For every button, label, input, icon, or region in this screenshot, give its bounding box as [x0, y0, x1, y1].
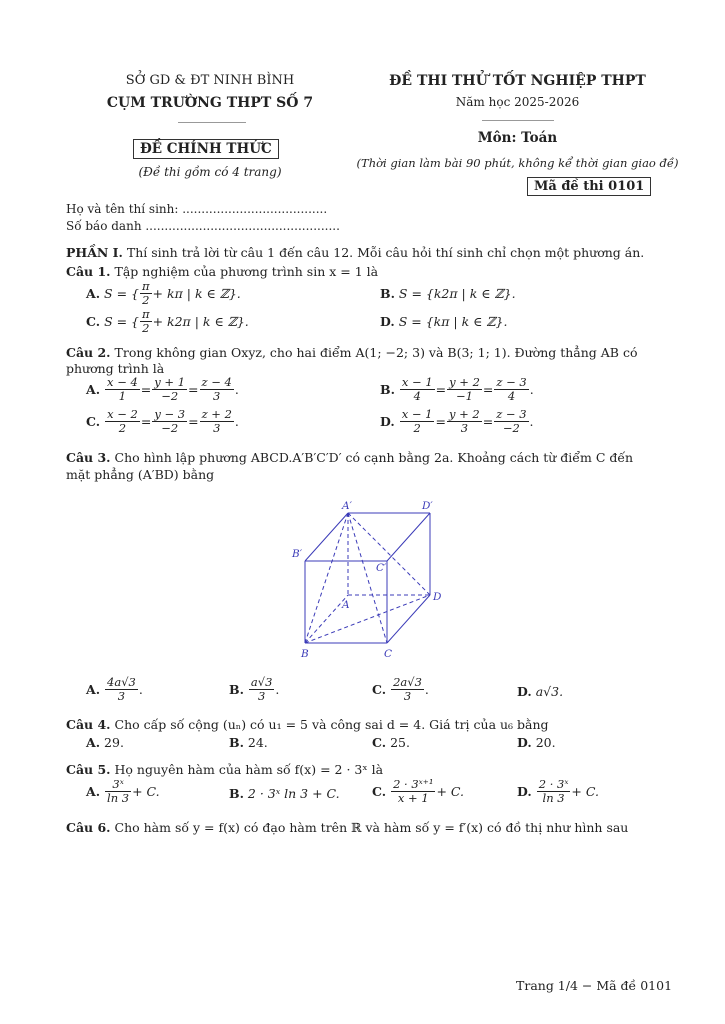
q1-option-b[interactable]: [380, 286, 516, 301]
q3-b-label: B.: [229, 682, 244, 697]
q2-b-label: B.: [380, 382, 395, 397]
q2-c-frac-y: $\frac{y - 3}{-2}$: [154, 407, 186, 435]
q5-option-b[interactable]: [229, 786, 340, 801]
q3-d-text: a√3.: [535, 684, 564, 699]
label-Ap: A′: [342, 500, 352, 512]
pages-note: (Đề thi gồm có 4 trang): [138, 165, 282, 179]
part1-title: PHẦN I.: [66, 245, 123, 260]
q3-option-d[interactable]: [517, 684, 563, 699]
q3-d-label: D.: [517, 684, 532, 699]
q5-c-label: C.: [372, 784, 387, 799]
label-Cp: C′: [376, 562, 387, 574]
q1-text: Tập nghiệm của phương trình sin x = 1 là: [110, 264, 379, 279]
student-id-label: Số báo danh: [66, 219, 146, 233]
q1-a-post: + kπ | k ∈ ℤ}.: [152, 286, 241, 301]
q1-c-frac: $\frac{\pi}{2}$: [142, 307, 150, 335]
q4-label: Câu 4.: [66, 717, 111, 732]
q5-d-post: + C.: [571, 784, 599, 799]
segment-BD: [305, 595, 430, 643]
edge-CpDp: [387, 513, 430, 561]
q5-a-label: A.: [86, 784, 101, 799]
label-Bp: B′: [292, 548, 303, 560]
q4-option-c[interactable]: [372, 735, 410, 750]
q2-c-label: C.: [86, 414, 101, 429]
q3-c-frac: $\frac{2a√3}{3}$: [393, 675, 422, 703]
q3-text-2: mặt phẳng (A′BD) bằng: [66, 467, 215, 482]
exam-code: Mã đề thi 0101: [527, 177, 651, 196]
q4-c-text: 25.: [390, 735, 410, 750]
label-A: A: [342, 599, 350, 611]
q5-d-frac: $\frac{\text{2 · 3ˣ}}{\ln 3}$: [538, 777, 569, 805]
q1-a-label: A.: [86, 286, 101, 301]
question-2: [66, 345, 637, 360]
q2-option-a[interactable]: A. $\frac{x - 4}{1}$ = $\frac{y + 1}{-2}$ = $\frac{z - 4}{3}$ .: [86, 375, 239, 403]
q4-a-label: A.: [86, 735, 101, 750]
question-4: [66, 717, 549, 732]
q3-a-label: A.: [86, 682, 101, 697]
q1-d-text: S = {kπ | k ∈ ℤ}.: [398, 314, 508, 329]
q6-label: Câu 6.: [66, 820, 111, 835]
q2-d-frac-z: $\frac{z - 3}{-2}$: [496, 407, 527, 435]
q2-text-2: phương trình là: [66, 361, 165, 376]
q3-option-b[interactable]: B. $\frac{a√3}{3}$ .: [229, 675, 280, 703]
question-5: [66, 762, 383, 777]
q5-option-c[interactable]: [372, 778, 464, 805]
q5-a-frac: $\frac{\text{3ˣ}}{\ln 3}$: [107, 777, 130, 805]
label-C: C: [384, 648, 393, 660]
q1-option-a[interactable]: [86, 280, 241, 307]
segment-BAp: [305, 513, 348, 643]
q3-label: Câu 3.: [66, 450, 111, 465]
page-footer: Trang 1/4 − Mã đề 0101: [516, 978, 673, 993]
q2-b-frac-y: $\frac{y + 2}{-1}$: [449, 375, 480, 403]
official-badge: ĐỀ CHÍNH THỨC: [133, 139, 279, 159]
q2-b-frac-x: $\frac{x - 1}{4}$: [401, 375, 433, 403]
segment-ApC: [348, 513, 387, 643]
q2-a-frac-z: $\frac{z - 4}{3}$: [201, 375, 232, 403]
student-id-dots: ...................................................: [145, 219, 340, 233]
school-year: Năm học 2025-2026: [455, 95, 580, 109]
q5-text: Họ nguyên hàm của hàm số f(x) = 2 · 3ˣ là: [110, 762, 384, 777]
q1-c-post: + k2π | k ∈ ℤ}.: [152, 314, 249, 329]
q5-a-post: + C.: [132, 784, 160, 799]
q2-option-d[interactable]: D. $\frac{x - 1}{2}$ = $\frac{y + 2}{3}$ = $\frac{z - 3}{-2}$ .: [380, 407, 534, 435]
q4-option-a[interactable]: [86, 735, 124, 750]
subject: Môn: Toán: [477, 130, 558, 146]
q4-c-label: C.: [372, 735, 387, 750]
q1-label: Câu 1.: [66, 264, 111, 279]
q2-a-frac-x: $\frac{x - 4}{1}$: [107, 375, 138, 403]
q5-c-frac: $\frac{\text{2 · 3ˣ⁺¹}}{x + 1}$: [393, 777, 434, 805]
q2-option-c[interactable]: C. $\frac{x - 2}{2}$ = $\frac{y - 3}{-2}$ = $\frac{z + 2}{3}$ .: [86, 407, 239, 435]
q1-c-pre: S = {: [104, 314, 140, 329]
q3-c-label: C.: [372, 682, 387, 697]
student-name-line: [66, 202, 327, 216]
school-dept: SỞ GD & ĐT NINH BÌNH: [125, 73, 295, 88]
q5-option-a[interactable]: [86, 778, 160, 805]
q5-d-label: D.: [517, 784, 532, 799]
q5-option-d[interactable]: [517, 778, 599, 805]
q1-d-label: D.: [380, 314, 395, 329]
student-id-line: [66, 219, 340, 233]
part1-instructions: [66, 245, 644, 260]
edge-BpAp: [305, 513, 348, 561]
q2-c-frac-z: $\frac{z + 2}{3}$: [201, 407, 232, 435]
q6-text: Cho hàm số y = f(x) có đạo hàm trên ℝ và hàm số y = f′(x) có đồ thị như hình sau: [110, 820, 629, 835]
q5-c-post: + C.: [436, 784, 464, 799]
q2-a-label: A.: [86, 382, 101, 397]
part1-text: Thí sinh trả lời từ câu 1 đến câu 12. Mỗi câu hỏi thí sinh chỉ chọn một phương án.: [122, 245, 645, 260]
q1-a-pre: S = {: [104, 286, 139, 301]
q4-b-text: 24.: [247, 735, 268, 750]
q1-a-frac: $\frac{\pi}{2}$: [141, 279, 150, 307]
q4-a-text: 29.: [104, 735, 124, 750]
q1-b-label: B.: [380, 286, 395, 301]
q2-b-frac-z: $\frac{z - 3}{4}$: [496, 375, 527, 403]
label-B: B: [301, 648, 309, 660]
q3-a-frac: $\frac{4a√3}{3}$: [107, 675, 136, 703]
edge-CD: [387, 595, 430, 643]
question-6: [66, 820, 628, 835]
q2-text: Trong không gian Oxyz, cho hai điểm A(1; −2; 3) và B(3; 1; 1). Đường thẳng AB có: [110, 345, 638, 360]
q2-d-label: D.: [380, 414, 395, 429]
q1-option-d[interactable]: [380, 314, 507, 329]
label-D: D: [433, 591, 442, 603]
q1-option-c[interactable]: [86, 308, 249, 335]
q4-b-label: B.: [229, 735, 244, 750]
q2-d-frac-x: $\frac{x - 1}{2}$: [401, 407, 433, 435]
time-note: (Thời gian làm bài 90 phút, không kể thời gian giao đề): [356, 156, 679, 170]
q1-b-text: S = {k2π | k ∈ ℤ}.: [398, 286, 516, 301]
q2-a-frac-y: $\frac{y + 1}{-2}$: [154, 375, 186, 403]
q5-b-text: 2 · 3ˣ ln 3 + C.: [247, 786, 340, 801]
q2-label: Câu 2.: [66, 345, 111, 360]
header-divider-left: [178, 122, 246, 123]
q4-option-b[interactable]: [229, 735, 268, 750]
question-3: [66, 450, 633, 465]
q3-text: Cho hình lập phương ABCD.A′B′C′D′ có cạnh bằng 2a. Khoảng cách từ điểm C đến: [110, 450, 634, 465]
q4-d-label: D.: [517, 735, 532, 750]
q2-d-frac-y: $\frac{y + 2}{3}$: [448, 407, 480, 435]
q5-b-label: B.: [229, 786, 244, 801]
label-Dp: D′: [422, 500, 433, 512]
q2-c-frac-x: $\frac{x - 2}{2}$: [107, 407, 138, 435]
cube-figure: [290, 495, 450, 665]
q4-option-d[interactable]: [517, 735, 556, 750]
school-cluster: CỤM TRƯỜNG THPT SỐ 7: [106, 95, 314, 111]
q3-option-c[interactable]: C. $\frac{2a√3}{3}$ .: [372, 675, 429, 703]
q2-option-b[interactable]: B. $\frac{x - 1}{4}$ = $\frac{y + 2}{-1}$ = $\frac{z - 3}{4}$ .: [380, 375, 534, 403]
q4-text: Cho cấp số cộng (uₙ) có u₁ = 5 và công sai d = 4. Giá trị của u₆ bằng: [110, 717, 549, 732]
student-name-label: Họ và tên thí sinh:: [66, 202, 183, 216]
q5-label: Câu 5.: [66, 762, 111, 777]
exam-title: ĐỀ THI THỬ TỐT NGHIỆP THPT: [389, 73, 646, 89]
q3-option-a[interactable]: A. $\frac{4a√3}{3}$ .: [86, 675, 143, 703]
q1-c-label: C.: [86, 314, 101, 329]
question-1: [66, 264, 378, 279]
q3-b-frac: $\frac{a√3}{3}$: [250, 675, 273, 703]
header-divider-right: [482, 120, 554, 121]
q4-d-text: 20.: [535, 735, 556, 750]
student-name-dots: ......................................: [182, 202, 328, 216]
